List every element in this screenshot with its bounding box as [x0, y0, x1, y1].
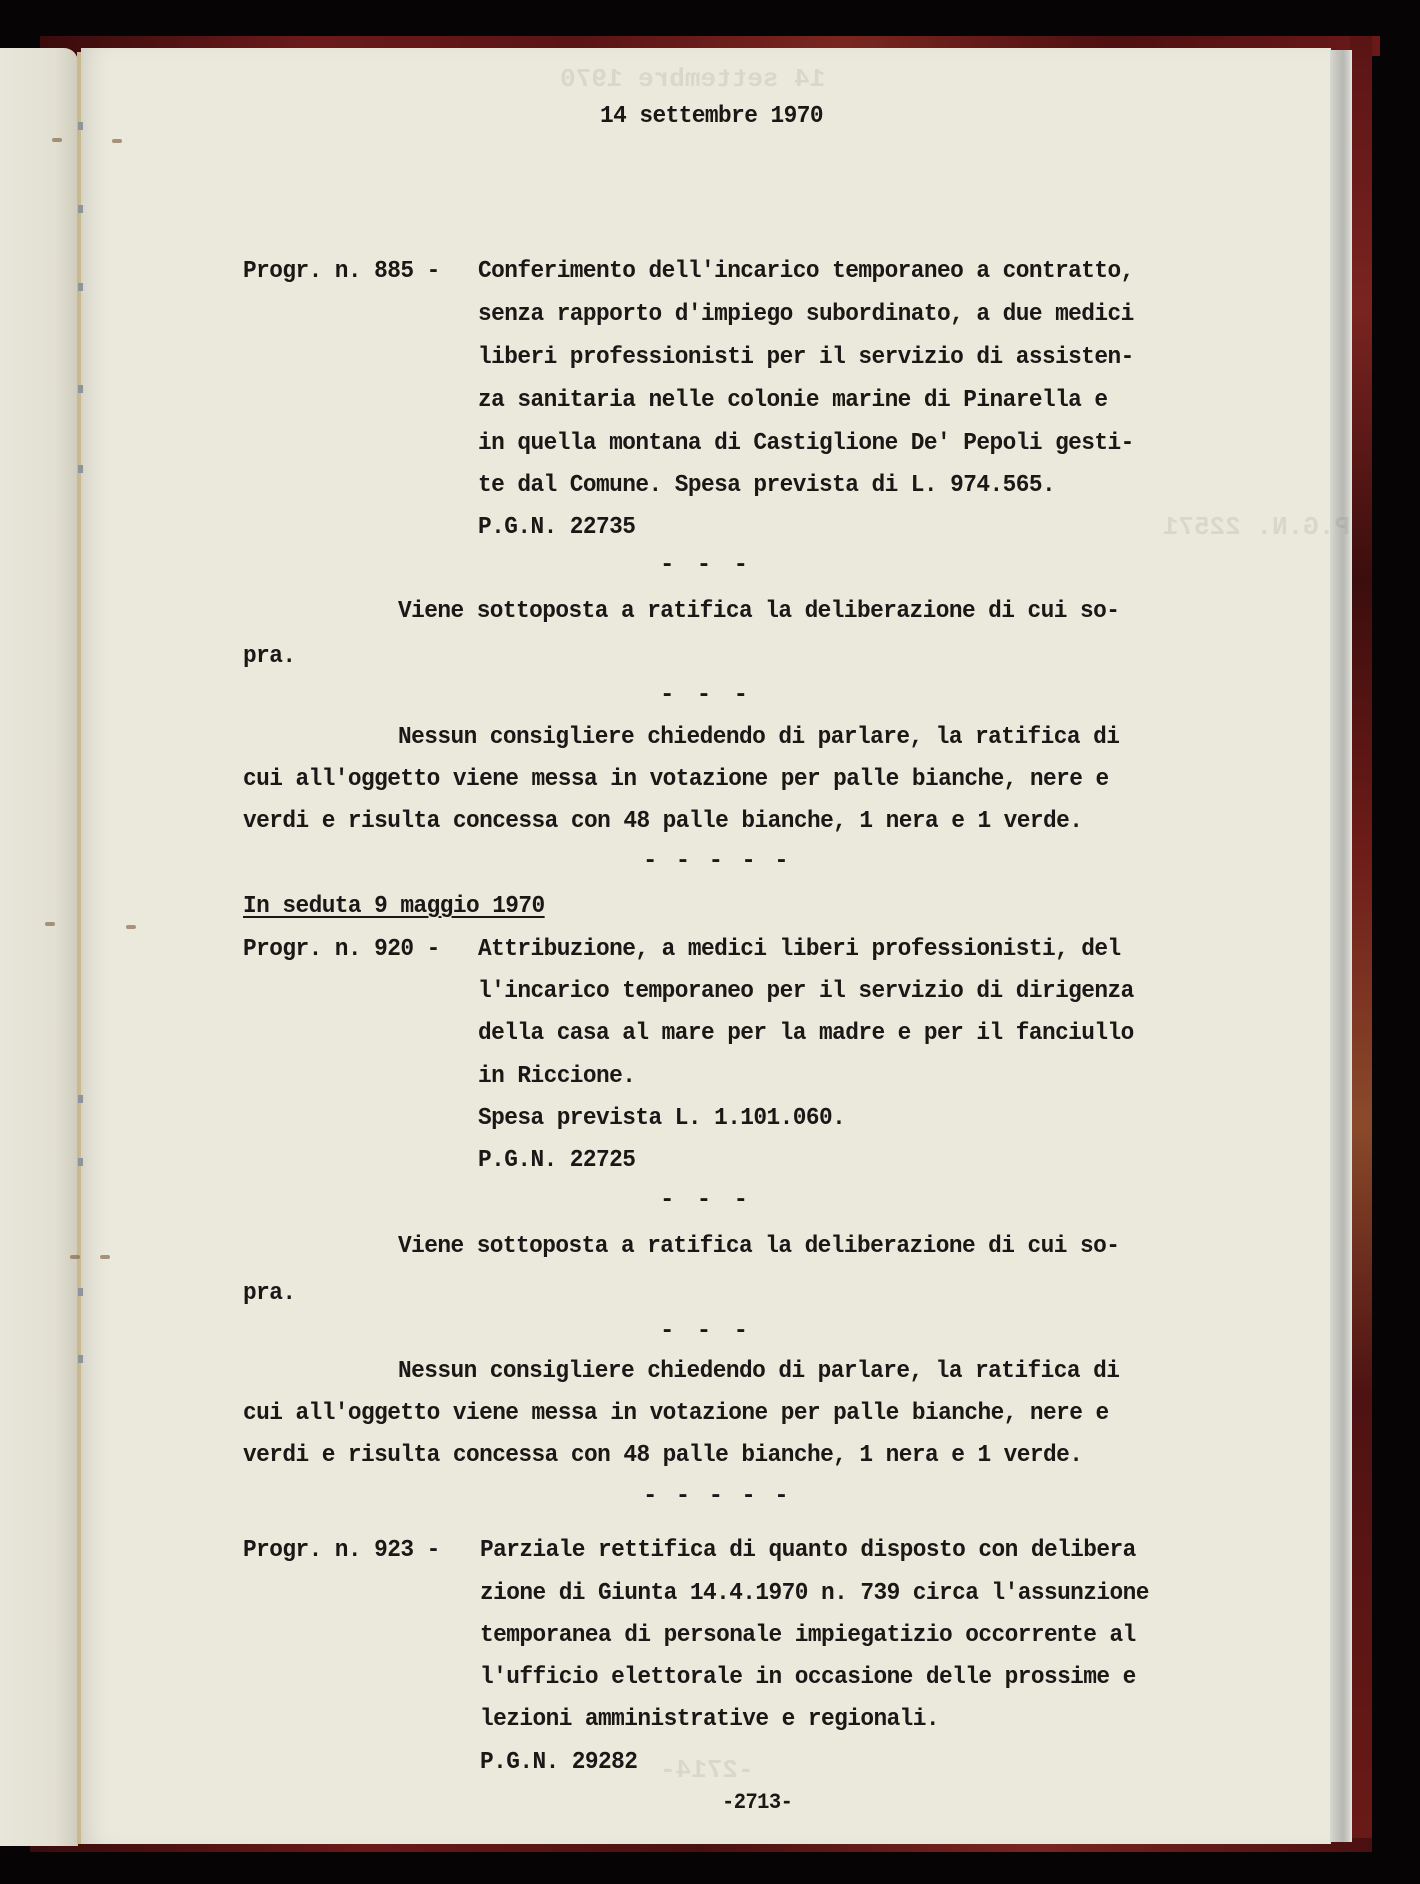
bleed-through-date: 14 settembre 1970 — [560, 64, 826, 94]
entry-line: lezioni amministrative e regionali. — [480, 1706, 940, 1733]
binding-staple — [78, 1355, 83, 1363]
entry-line: te dal Comune. Spesa prevista di L. 974.565. — [478, 472, 1056, 499]
entry-line: l'incarico temporaneo per il servizio di dirigenza — [478, 978, 1134, 1005]
entry-line: temporanea di personale impiegatizio occorrente al — [480, 1622, 1136, 1649]
entry-line: della casa al mare per la madre e per il fanciullo — [478, 1020, 1134, 1047]
vote-text: verdi e risulta concessa con 48 palle bianche, 1 nera e 1 verde. — [243, 1442, 1083, 1469]
end-separator: - - - - - — [643, 1483, 791, 1510]
book-cover-right — [1350, 36, 1372, 1846]
progr-label: Progr. n. 923 - — [243, 1537, 440, 1564]
page-stack-edge — [1330, 50, 1352, 1842]
binding-staple — [78, 465, 83, 473]
ratifica-text: Viene sottoposta a ratifica la deliberazione di cui so- — [398, 598, 1120, 625]
sewing-hole — [45, 922, 55, 926]
binding-staple — [78, 1288, 83, 1296]
pgn-number: P.G.N. 29282 — [480, 1749, 638, 1776]
vote-text: cui all'oggetto viene messa in votazione per palle bianche, nere e — [243, 1400, 1109, 1427]
left-page-edge — [0, 48, 78, 1846]
ratifica-text: Viene sottoposta a ratifica la deliberazione di cui so- — [398, 1233, 1120, 1260]
pgn-number: P.G.N. 22725 — [478, 1147, 636, 1174]
page-number: -2713- — [722, 1790, 793, 1815]
sewing-hole — [126, 925, 136, 929]
binding-staple — [78, 1095, 83, 1103]
progr-label: Progr. n. 920 - — [243, 936, 440, 963]
entry-line: liberi professionisti per il servizio di assisten- — [478, 344, 1134, 371]
binding-staple — [78, 122, 83, 130]
bleed-through-page-number: -2714- — [660, 1755, 754, 1785]
sewing-hole — [112, 139, 122, 143]
separator: - - - — [660, 1318, 753, 1345]
entry-line: Conferimento dell'incarico temporaneo a contratto, — [478, 258, 1134, 285]
vote-text: cui all'oggetto viene messa in votazione per palle bianche, nere e — [243, 766, 1109, 793]
sewing-hole — [52, 138, 62, 142]
entry-line: Parziale rettifica di quanto disposto con delibera — [480, 1537, 1136, 1564]
binding-staple — [78, 283, 83, 291]
bleed-through-pgn: P.G.N. 22571 — [1162, 512, 1350, 542]
ratifica-text: pra. — [243, 643, 296, 670]
sewing-hole — [100, 1255, 110, 1259]
progr-label: Progr. n. 885 - — [243, 258, 440, 285]
end-separator: - - - - - — [643, 848, 791, 875]
sewing-hole — [70, 1255, 80, 1259]
binding-staple — [78, 1158, 83, 1166]
separator: - - - — [660, 552, 753, 579]
ratifica-text: pra. — [243, 1280, 296, 1307]
vote-text: Nessun consigliere chiedendo di parlare, la ratifica di — [398, 1358, 1120, 1385]
entry-line: za sanitaria nelle colonie marine di Pinarella e — [478, 387, 1108, 414]
entry-line: in quella montana di Castiglione De' Pepoli gesti- — [478, 430, 1134, 457]
vote-text: verdi e risulta concessa con 48 palle bianche, 1 nera e 1 verde. — [243, 808, 1083, 835]
entry-line: Attribuzione, a medici liberi professionisti, del — [478, 936, 1121, 963]
binding-staple — [78, 385, 83, 393]
page-date: 14 settembre 1970 — [600, 103, 823, 130]
binding-gutter — [77, 52, 81, 1844]
entry-line: in Riccione. — [478, 1063, 636, 1090]
vote-text: Nessun consigliere chiedendo di parlare, la ratifica di — [398, 724, 1120, 751]
binding-staple — [78, 205, 83, 213]
entry-line: senza rapporto d'impiego subordinato, a due medici — [478, 301, 1134, 328]
entry-line: zione di Giunta 14.4.1970 n. 739 circa l'assunzione — [480, 1580, 1149, 1607]
entry-line: l'ufficio elettorale in occasione delle prossime e — [480, 1664, 1136, 1691]
pgn-number: P.G.N. 22735 — [478, 514, 636, 541]
separator: - - - — [660, 1187, 753, 1214]
session-heading: In seduta 9 maggio 1970 — [243, 893, 545, 920]
separator: - - - — [660, 682, 753, 709]
entry-line: Spesa prevista L. 1.101.060. — [478, 1105, 846, 1132]
